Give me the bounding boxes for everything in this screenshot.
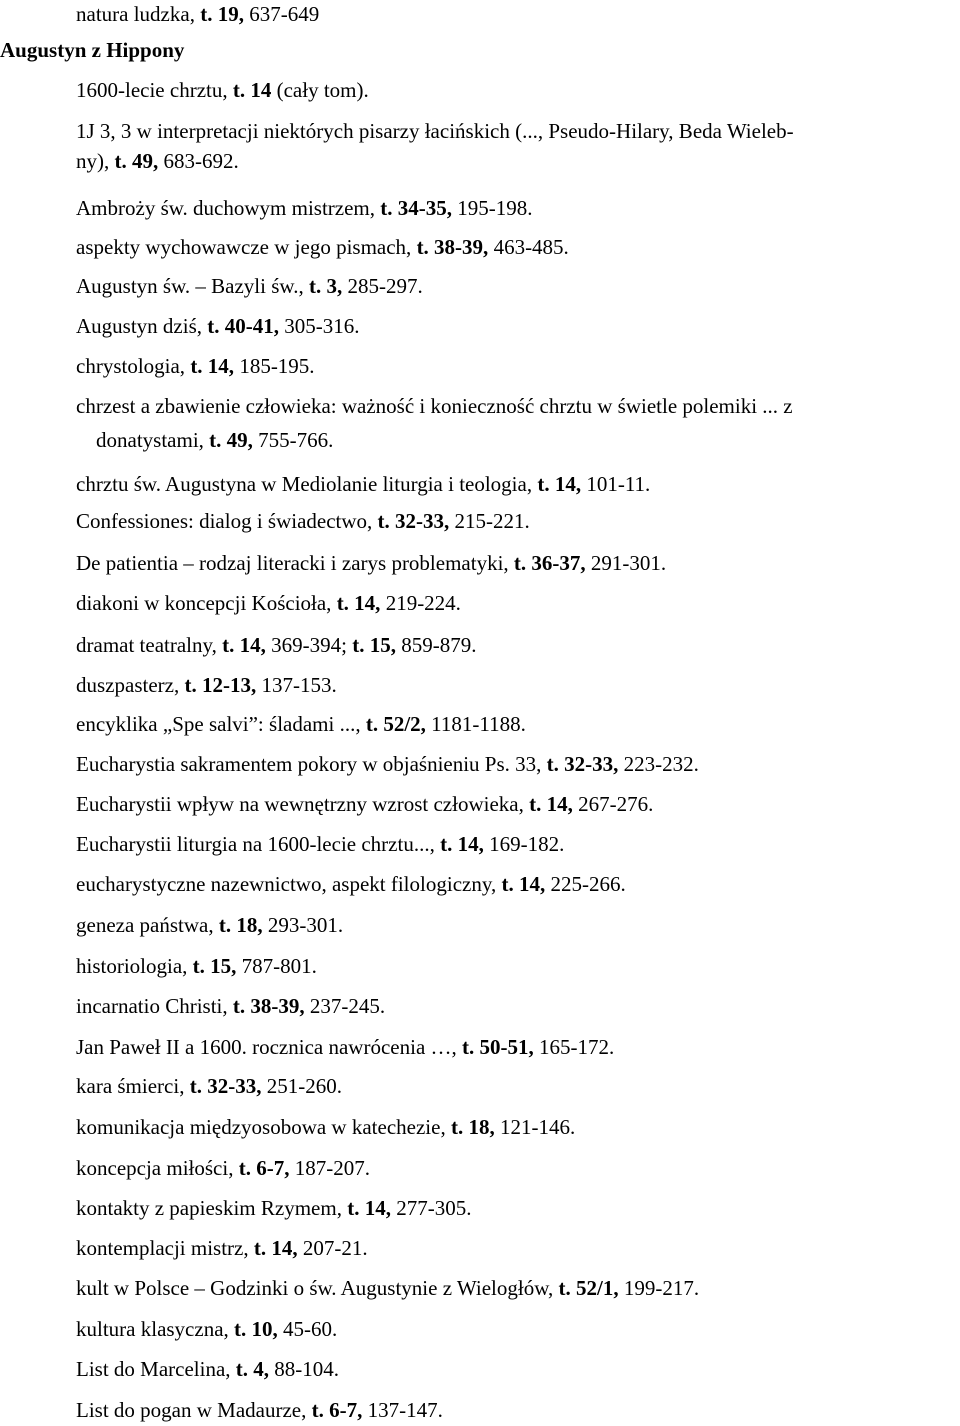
index-entry [76, 313, 360, 339]
volume-ref: t. 12-13, [184, 673, 257, 697]
page-range: 88-104. [269, 1357, 340, 1381]
volume-ref: t. 14, [336, 591, 381, 615]
entry-title: kult w Polsce – Godzinki o św. Augustynie z Wielogłów, [76, 1276, 559, 1300]
page-range: 683-692. [158, 149, 239, 173]
index-entry [76, 77, 369, 103]
page-range: 637-649 [243, 2, 320, 26]
entry-title: 1600-lecie chrztu, [76, 78, 233, 102]
page-range: 101-11. [581, 472, 651, 496]
entry-title: ny), [76, 149, 115, 173]
index-heading [0, 37, 184, 63]
volume-ref: t. 32-33, [377, 509, 450, 533]
page-range: 219-224. [380, 591, 461, 615]
entry-title: De patientia – rodzaj literacki i zarys problematyki, [76, 551, 514, 575]
index-entry [76, 1356, 339, 1382]
index-entry [76, 751, 699, 777]
index-entry [76, 234, 569, 260]
entry-title: eucharystyczne nazewnictwo, aspekt filologiczny, [76, 872, 502, 896]
page-range: 251-260. [261, 1074, 342, 1098]
page-range: 137-147. [362, 1398, 443, 1422]
index-entry [76, 912, 343, 938]
index-entry [76, 1155, 370, 1181]
volume-ref: t. 14, [440, 832, 484, 856]
volume-ref: t. 14, [190, 354, 235, 378]
index-entry [76, 672, 337, 698]
page-range: 859-879. [395, 633, 477, 657]
index-entry [76, 195, 533, 221]
entry-title: List do pogan w Madaurze, [76, 1398, 312, 1422]
index-entry [76, 118, 794, 144]
entry-title: encyklika „Spe salvi”: śladami ..., [76, 712, 366, 736]
index-entry [76, 1275, 699, 1301]
index-entry [76, 393, 793, 419]
index-entry [76, 508, 530, 534]
entry-title: komunikacja międzyosobowa w katechezie, [76, 1115, 451, 1139]
entry-title: Confessiones: dialog i świadectwo, [76, 509, 378, 533]
index-entry [76, 1034, 614, 1060]
entry-title: geneza państwa, [76, 913, 219, 937]
entry-title: kultura klasyczna, [76, 1317, 235, 1341]
entry-title: kara śmierci, [76, 1074, 190, 1098]
page-range: 169-182. [483, 832, 565, 856]
page-range: 369-394; [265, 633, 353, 657]
page-range: 121-146. [494, 1115, 576, 1139]
page-range: 285-297. [342, 274, 423, 298]
entry-title: diakoni w koncepcji Kościoła, [76, 591, 337, 615]
volume-ref: t. 36-37, [513, 551, 586, 575]
page-range: 195-198. [452, 196, 533, 220]
entry-title: Eucharystii wpływ na wewnętrzny wzrost człowieka, [76, 792, 530, 816]
index-entry [76, 353, 315, 379]
index-entry [76, 1, 319, 27]
entry-title: historiologia, [76, 954, 193, 978]
entry-title: List do Marcelina, [76, 1357, 236, 1381]
volume-ref: t. 15, [192, 954, 237, 978]
volume-ref: t. 32-33, [189, 1074, 262, 1098]
page-range: 277-305. [390, 1196, 472, 1220]
volume-ref: t. 50-51, [462, 1035, 534, 1059]
index-entry [76, 953, 317, 979]
page-range: 45-60. [277, 1317, 338, 1341]
page-range: 237-245. [304, 994, 386, 1018]
page-range: 305-316. [279, 314, 360, 338]
page-range: 225-266. [545, 872, 626, 896]
volume-ref: t. 14 [232, 78, 272, 102]
volume-ref: t. 38-39, [416, 235, 489, 259]
index-entry [76, 550, 666, 576]
page-range: 755-766. [252, 428, 334, 452]
entry-title: chrystologia, [76, 354, 191, 378]
page-range: 267-276. [572, 792, 654, 816]
index-entry [76, 1073, 342, 1099]
index-entry [76, 1397, 443, 1423]
index-entry [76, 471, 650, 497]
entry-title: incarnatio Christi, [76, 994, 233, 1018]
entry-title: donatystami, [96, 428, 210, 452]
volume-ref: t. 52/2, [365, 712, 426, 736]
index-entry [76, 273, 423, 299]
volume-ref: t. 14, [222, 633, 266, 657]
heading-text: Augustyn z Hippony [0, 38, 185, 62]
page-range: (cały tom). [271, 78, 369, 102]
index-entry-continuation [76, 148, 239, 174]
entry-title: kontakty z papieskim Rzymem, [76, 1196, 348, 1220]
page-range: 293-301. [262, 913, 344, 937]
entry-title: chrzest a zbawienie człowieka: ważność i konieczność chrztu w świetle polemiki ... z [76, 394, 793, 418]
entry-title: Ambroży św. duchowym mistrzem, [76, 196, 381, 220]
volume-ref: t. 32-33, [546, 752, 619, 776]
volume-ref: t. 49, [209, 428, 253, 452]
volume-ref: t. 18, [218, 913, 263, 937]
volume-ref: t. 38-39, [232, 994, 305, 1018]
entry-title: Augustyn dziś, [76, 314, 208, 338]
volume-ref: t. 6-7, [238, 1156, 290, 1180]
volume-ref: t. 14, [501, 872, 546, 896]
entry-title: Augustyn św. – Bazyli św., [76, 274, 309, 298]
page-range: 199-217. [618, 1276, 700, 1300]
volume-ref: t. 19, [200, 2, 244, 26]
volume-ref: t. 3, [308, 274, 343, 298]
page-range: 165-172. [533, 1035, 615, 1059]
entry-title: Jan Paweł II a 1600. rocznica nawrócenia …, [76, 1035, 463, 1059]
entry-title: natura ludzka, [76, 2, 201, 26]
entry-title: aspekty wychowawcze w jego pismach, [76, 235, 417, 259]
index-entry [76, 1114, 575, 1140]
volume-ref: t. 14, [347, 1196, 391, 1220]
entry-title: Eucharystii liturgia na 1600-lecie chrztu..., [76, 832, 441, 856]
page-range: 185-195. [234, 354, 315, 378]
volume-ref: t. 40-41, [207, 314, 279, 338]
index-entry [76, 1235, 368, 1261]
entry-title: chrztu św. Augustyna w Mediolanie liturgia i teologia, [76, 472, 538, 496]
page-range: 207-21. [297, 1236, 368, 1260]
volume-ref: t. 18, [450, 1115, 495, 1139]
page-range: 187-207. [289, 1156, 370, 1180]
volume-ref: t. 6-7, [311, 1398, 363, 1422]
volume-ref: t. 49, [114, 149, 159, 173]
volume-ref: t. 10, [234, 1317, 278, 1341]
volume-ref: t. 15, [352, 633, 396, 657]
page-range: 1181-1188. [425, 712, 526, 736]
page-range: 137-153. [256, 673, 337, 697]
page-range: 291-301. [585, 551, 667, 575]
index-entry [76, 632, 476, 658]
volume-ref: t. 4, [235, 1357, 270, 1381]
entry-title: kontemplacji mistrz, [76, 1236, 254, 1260]
page-range: 787-801. [236, 954, 317, 978]
entry-title: koncepcja miłości, [76, 1156, 239, 1180]
page-range: 463-485. [488, 235, 569, 259]
entry-title: Eucharystia sakramentem pokory w objaśnieniu Ps. 33, [76, 752, 547, 776]
volume-ref: t. 52/1, [558, 1276, 619, 1300]
index-entry [76, 871, 626, 897]
volume-ref: t. 14, [253, 1236, 298, 1260]
entry-title: 1J 3, 3 w interpretacji niektórych pisarzy łacińskich (..., Pseudo-Hilary, Beda Wieleb- [76, 119, 794, 143]
volume-ref: t. 14, [537, 472, 582, 496]
index-entry [76, 831, 564, 857]
volume-ref: t. 14, [529, 792, 573, 816]
page-range: 215-221. [449, 509, 530, 533]
index-entry [76, 711, 526, 737]
index-entry [76, 1316, 337, 1342]
page-range: 223-232. [618, 752, 699, 776]
index-entry [76, 993, 385, 1019]
entry-title: duszpasterz, [76, 673, 185, 697]
entry-title: dramat teatralny, [76, 633, 223, 657]
index-entry [76, 1195, 471, 1221]
volume-ref: t. 34-35, [380, 196, 453, 220]
index-entry [76, 791, 653, 817]
index-entry-continuation [96, 427, 333, 453]
index-entry [76, 590, 461, 616]
